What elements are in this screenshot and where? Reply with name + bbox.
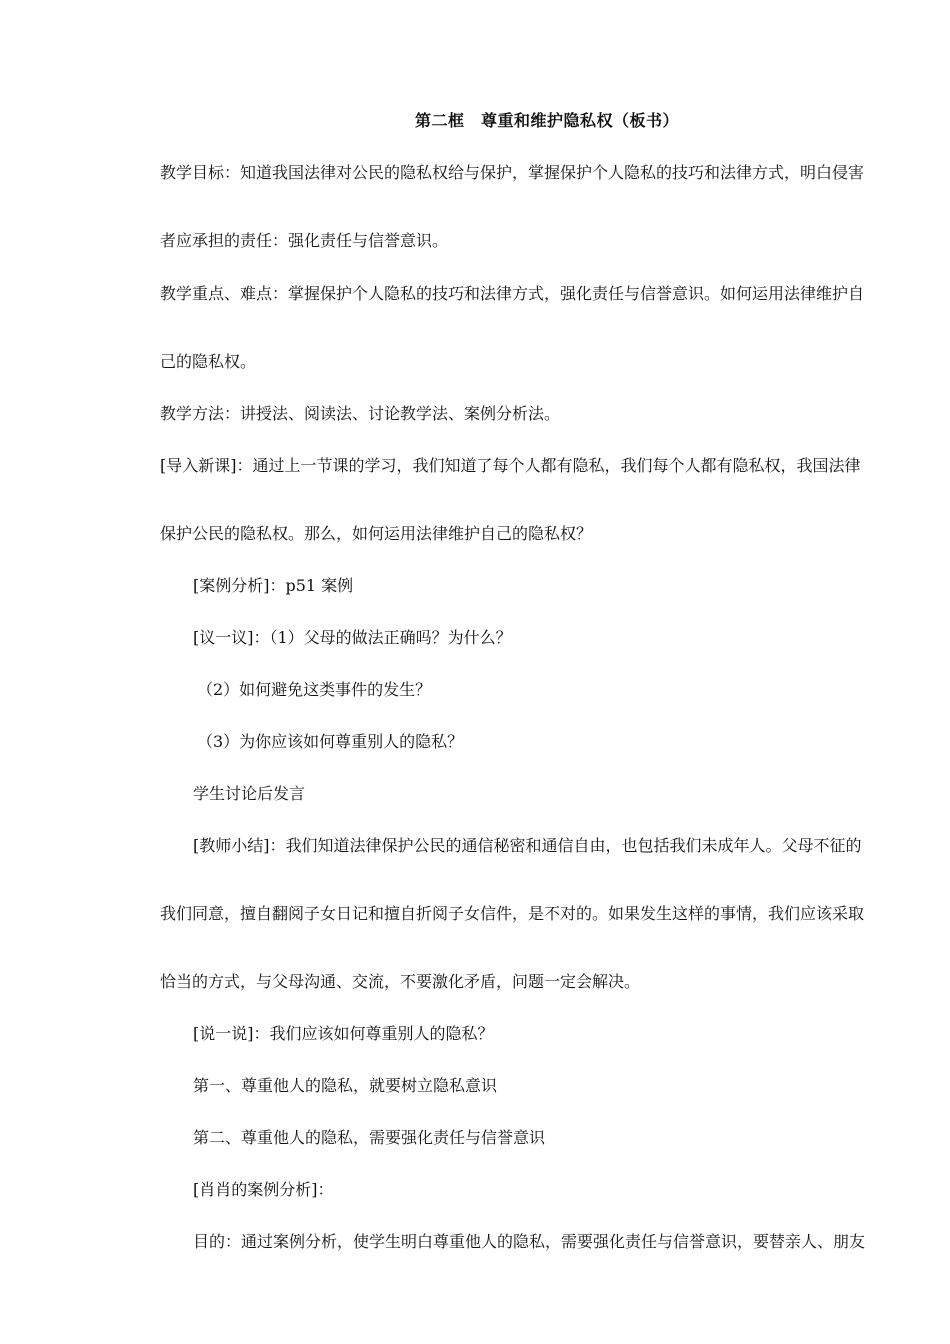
discussion-line-2: （2）如何避免这类事件的发生？ — [197, 680, 432, 699]
key-points-line-2: 己的隐私权。 — [160, 352, 257, 371]
purpose-line: 目的：通过案例分析，使学生明白尊重他人的隐私，需要强化责任与信誉意识，要替亲人、朋友 — [193, 1232, 866, 1251]
objective-line-1: 教学目标：知道我国法律对公民的隐私权给与保护，掌握保护个人隐私的技巧和法律方式，明白侵害 — [160, 163, 865, 182]
methods-line: 教学方法：讲授法、阅读法、讨论教学法、案例分析法。 — [160, 404, 561, 423]
case-analysis-line: [案例分析]：p51 案例 — [193, 576, 354, 595]
point-one-line: 第一、尊重他人的隐私，就要树立隐私意识 — [193, 1076, 498, 1095]
discussion-line-3: （3）为你应该如何尊重别人的隐私？ — [197, 732, 464, 751]
summary-line-2: 我们同意，擅自翻阅子女日记和擅自折阅子女信件，是不对的。如果发生这样的事情，我们应该采取 — [160, 904, 865, 923]
point-two-line: 第二、尊重他人的隐私，需要强化责任与信誉意识 — [193, 1128, 546, 1147]
key-points-line-1: 教学重点、难点：掌握保护个人隐私的技巧和法律方式，强化责任与信誉意识。如何运用法律维护自 — [160, 284, 865, 303]
intro-line-2: 保护公民的隐私权。那么，如何运用法律维护自己的隐私权？ — [160, 524, 593, 543]
objective-line-2: 者应承担的责任：强化责任与信誉意识。 — [160, 231, 449, 250]
student-discussion-line: 学生讨论后发言 — [193, 784, 306, 803]
talk-line: [说一说]：我们应该如何尊重别人的隐私？ — [193, 1024, 494, 1043]
intro-line-1: [导入新课]：通过上一节课的学习，我们知道了每个人都有隐私，我们每个人都有隐私权，我国法律 — [160, 456, 861, 475]
summary-line-3: 恰当的方式，与父母沟通、交流，不要激化矛盾，问题一定会解决。 — [160, 972, 641, 991]
summary-line-1: [教师小结]：我们知道法律保护公民的通信秘密和通信自由，也包括我们未成年人。父母不征的 — [193, 836, 862, 855]
page-title: 第二框 尊重和维护隐私权（板书） — [415, 111, 680, 130]
discussion-line-1: [议一议]：（1）父母的做法正确吗？为什么？ — [193, 628, 512, 647]
xiaoxiao-case-line: [肖肖的案例分析]： — [193, 1180, 334, 1199]
